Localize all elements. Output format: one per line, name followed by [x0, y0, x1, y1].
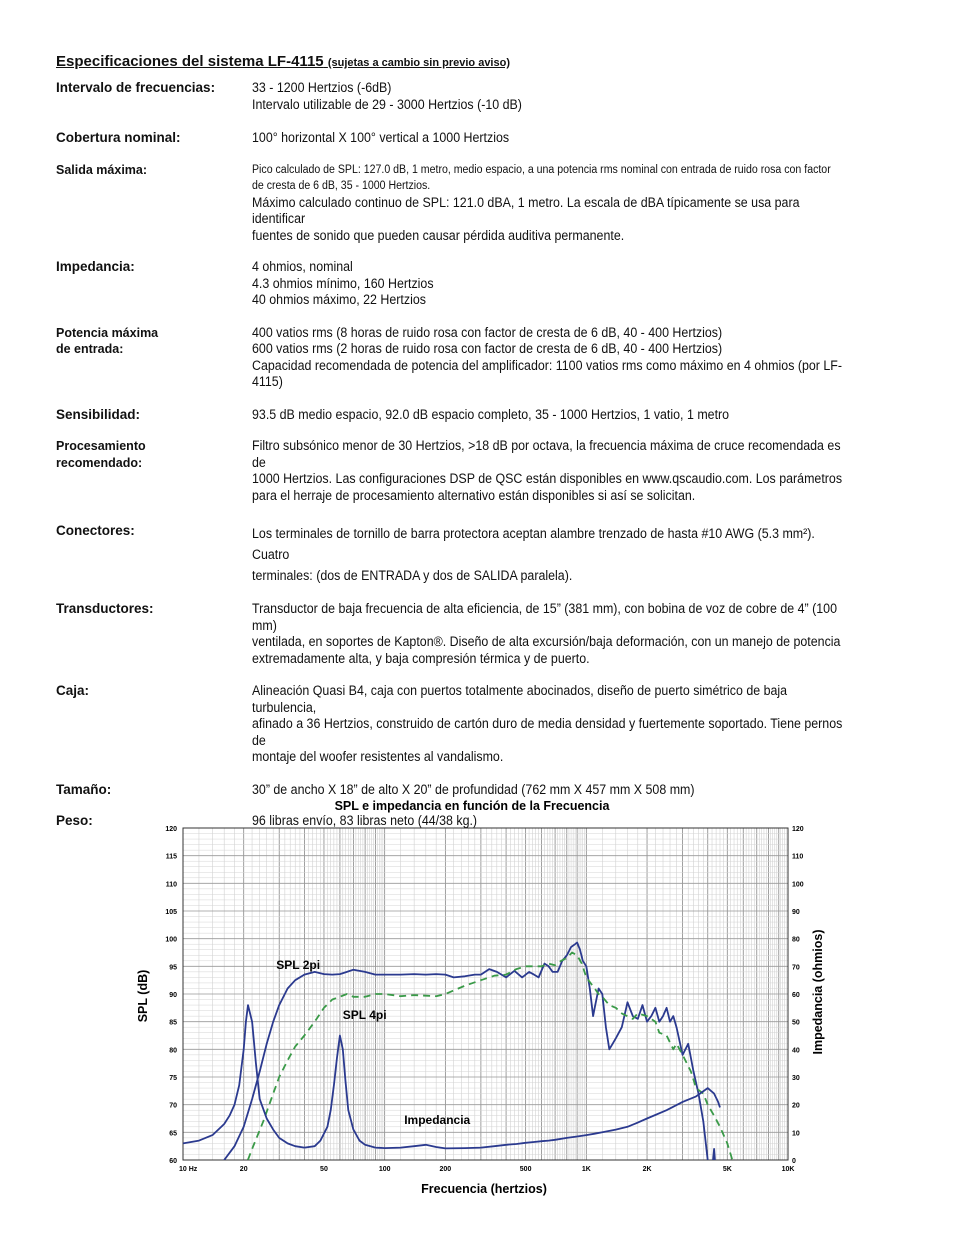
spec-label: Caja: — [56, 683, 90, 698]
series-group — [183, 943, 736, 1188]
series-line-spl-2pi — [219, 943, 722, 1188]
spec-value — [252, 80, 854, 113]
y-tick-label: 60 — [169, 1158, 177, 1165]
spec-value-line: extremadamente alta, y baja compresión térmica y de puerto. — [252, 650, 590, 666]
spec-value-line: Filtro subsónico menor de 30 Hertzios, >18 dB por octava, la frecuencia máxima de cruce recomendada es de — [252, 438, 841, 470]
y-tick-label: 65 — [169, 1130, 177, 1138]
y2-tick-label: 70 — [792, 964, 800, 972]
page-title — [56, 53, 510, 70]
spec-value-line: ventilada, en soportes de Kapton®. Diseño de alta excursión/baja deformación, con un manejo de potencia — [252, 634, 841, 649]
y2-tick-label: 10 — [792, 1130, 800, 1138]
spec-value — [252, 601, 854, 667]
spec-value-line: fuentes de sonido que pueden causar pérdida auditiva permanente. — [252, 227, 625, 243]
spec-value — [252, 325, 854, 391]
spec-value — [252, 438, 854, 504]
spec-value-line: Máximo calculado continuo de SPL: 121.0 dBA, 1 metro. La escala de dBA típicamente se usa para identificar — [252, 194, 800, 226]
y-tick-label: 105 — [165, 909, 177, 916]
y-tick-label: 80 — [169, 1047, 177, 1055]
y2-tick-label: 50 — [792, 1019, 800, 1027]
spec-value — [252, 130, 854, 147]
spec-value-line: 93.5 dB medio espacio, 92.0 dB espacio completo, 35 - 1000 Hertzios, 1 vatio, 1 metro — [252, 406, 730, 422]
spec-value — [252, 162, 854, 245]
series-line-spl-4pi — [244, 953, 736, 1172]
chart-svg — [0, 790, 954, 1210]
x-tick-label: 1K — [581, 1166, 591, 1173]
spec-table — [56, 80, 906, 830]
spec-label: Conectores: — [56, 523, 135, 538]
x-tick-label: 10 Hz — [179, 1166, 198, 1173]
spec-value-line: Intervalo utilizable de 29 - 3000 Hertzios (-10 dB) — [252, 96, 522, 112]
grid-lines — [183, 828, 788, 1160]
x-tick-label: 10K — [781, 1166, 795, 1173]
x-tick-label: 50 — [320, 1166, 328, 1173]
x-axis-label: Frecuencia (hertzios) — [421, 1182, 547, 1196]
x-tick-label: 500 — [519, 1166, 532, 1173]
spec-value-line: Capacidad recomendada de potencia del amplificador: 1100 vatios rms como máximo en 4 ohmios (por LF- — [252, 357, 843, 373]
spec-label: Potencia máxima de entrada: — [56, 325, 159, 356]
spec-value — [252, 683, 854, 766]
spec-value-line: Transductor de baja frecuencia de alta eficiencia, de 15” (381 mm), con bobina de voz de cobre de 4” (100 mm) — [252, 601, 838, 633]
spec-value — [252, 259, 854, 309]
spec-row — [56, 601, 906, 667]
spec-value-line: 100° horizontal X 100° vertical a 1000 Hertzios — [252, 130, 510, 145]
y-tick-label: 85 — [169, 1019, 177, 1027]
y2-tick-label: 30 — [792, 1075, 800, 1082]
spec-value-line: 33 - 1200 Hertzios (-6dB) — [252, 80, 392, 95]
x-tick-label: 2K — [642, 1166, 652, 1173]
y2-tick-label: 110 — [792, 853, 804, 861]
y-tick-label: 90 — [169, 992, 177, 999]
spec-value-line: 96 libras envío, 83 libras neto (44/38 kg.) — [252, 813, 478, 828]
spec-row — [56, 162, 906, 245]
spec-value-line: 400 vatios rms (8 horas de ruido rosa con factor de cresta de 6 dB, 40 - 400 Hertzios) — [252, 324, 723, 340]
y2-axis-label: Impedancia (ohmios) — [811, 929, 825, 1055]
spec-value-line: 4 ohmios, nominal — [252, 259, 353, 274]
spec-value-line: terminales: (dos de ENTRADA y dos de SALIDA paralela). — [252, 568, 573, 583]
spl-impedance-chart — [0, 790, 954, 1210]
y2-tick-label: 80 — [792, 936, 800, 944]
spec-value — [252, 407, 854, 424]
curve-annotation: Impedancia — [404, 1113, 471, 1128]
spec-value-line: Pico calculado de SPL: 127.0 dB, 1 metro, medio espacio, a una potencia rms nominal con entrada de ruido rosa con factor — [252, 163, 831, 176]
y2-tick-label: 20 — [792, 1102, 800, 1110]
y2-tick-label: 100 — [792, 881, 804, 889]
spec-label: Sensibilidad: — [56, 406, 141, 422]
y2-tick-label: 90 — [792, 909, 800, 916]
spec-label: Cobertura nominal: — [56, 130, 181, 145]
spec-label: Salida máxima: — [56, 162, 148, 177]
spec-label: Peso: — [56, 813, 93, 828]
page-title-main: Especificaciones del sistema LF-4115 — [56, 53, 324, 70]
spec-value-line: para el herraje de procesamiento alternativo están disponibles si así se solicitan. — [252, 487, 696, 503]
y-axis-label: SPL (dB) — [136, 969, 150, 1023]
spec-value-line: 4.3 ohmios mínimo, 160 Hertzios — [252, 275, 434, 291]
spec-row — [56, 438, 906, 504]
spec-value-line: 600 vatios rms (2 horas de ruido rosa con factor de cresta de 6 dB, 40 - 400 Hertzios) — [252, 341, 723, 356]
y2-tick-label: 60 — [792, 992, 800, 999]
spec-row — [56, 523, 906, 586]
spec-value-line: Los terminales de tornillo de barra protectora aceptan alambre trenzado de hasta #10 AWG (5.3 mm²). Cuatro — [252, 526, 815, 562]
y-tick-label: 120 — [165, 826, 177, 833]
x-tick-label: 200 — [439, 1166, 452, 1173]
y-tick-label: 75 — [169, 1075, 177, 1082]
x-tick-label: 100 — [378, 1166, 391, 1173]
spec-row — [56, 130, 906, 147]
spec-row — [56, 259, 906, 309]
spec-value-line: afinado a 36 Hertzios, construido de cartón duro de media densidad y fuertemente soportado. Tiene pernos de — [252, 716, 843, 748]
x-tick-label: 20 — [239, 1166, 248, 1173]
y2-tick-label: 40 — [792, 1047, 800, 1055]
y-tick-label: 110 — [165, 881, 177, 889]
spec-row — [56, 683, 906, 766]
y2-tick-label: 120 — [792, 826, 804, 833]
spec-value-line: 1000 Hertzios. Las configuraciones DSP de QSC están disponibles en www.qscaudio.com. Los parámetros — [252, 471, 843, 486]
spec-label: Intervalo de frecuencias: — [56, 80, 216, 95]
chart-title: SPL e impedancia en función de la Frecuencia — [334, 799, 610, 813]
spec-value — [252, 523, 854, 586]
spec-value-line: montaje del woofer resistentes al vandalismo. — [252, 749, 504, 764]
spec-row — [56, 80, 906, 113]
spec-value-line: 30” de ancho X 18” de alto X 20” de profundidad (762 mm X 457 mm X 508 mm) — [252, 781, 695, 797]
spec-value-line: 4115) — [252, 374, 283, 389]
spec-value-line: 40 ohmios máximo, 22 Hertzios — [252, 292, 426, 307]
spec-label: Impedancia: — [56, 259, 135, 274]
spec-row — [56, 325, 906, 391]
page-title-note: (sujetas a cambio sin previo aviso) — [327, 57, 510, 69]
y-tick-label: 115 — [165, 853, 177, 861]
spec-label: Tamaño: — [56, 781, 112, 797]
y-tick-label: 100 — [165, 936, 177, 944]
y-tick-label: 70 — [169, 1102, 177, 1110]
spec-value-line: Alineación Quasi B4, caja con puertos totalmente abocinados, diseño de puerto simétrico de baja turbulencia, — [252, 683, 788, 715]
spec-row — [56, 407, 906, 424]
y2-tick-label: 0 — [792, 1158, 796, 1165]
x-tick-label: 5K — [722, 1166, 732, 1173]
y-tick-label: 95 — [169, 964, 177, 972]
spec-label: Procesamiento recomendado: — [56, 439, 146, 470]
spec-label: Transductores: — [56, 601, 154, 616]
curve-annotation: SPL 4pi — [342, 1007, 387, 1022]
curve-annotation: SPL 2pi — [276, 958, 321, 973]
spec-value-line: de cresta de 6 dB, 35 - 1000 Hertzios. — [252, 180, 431, 192]
